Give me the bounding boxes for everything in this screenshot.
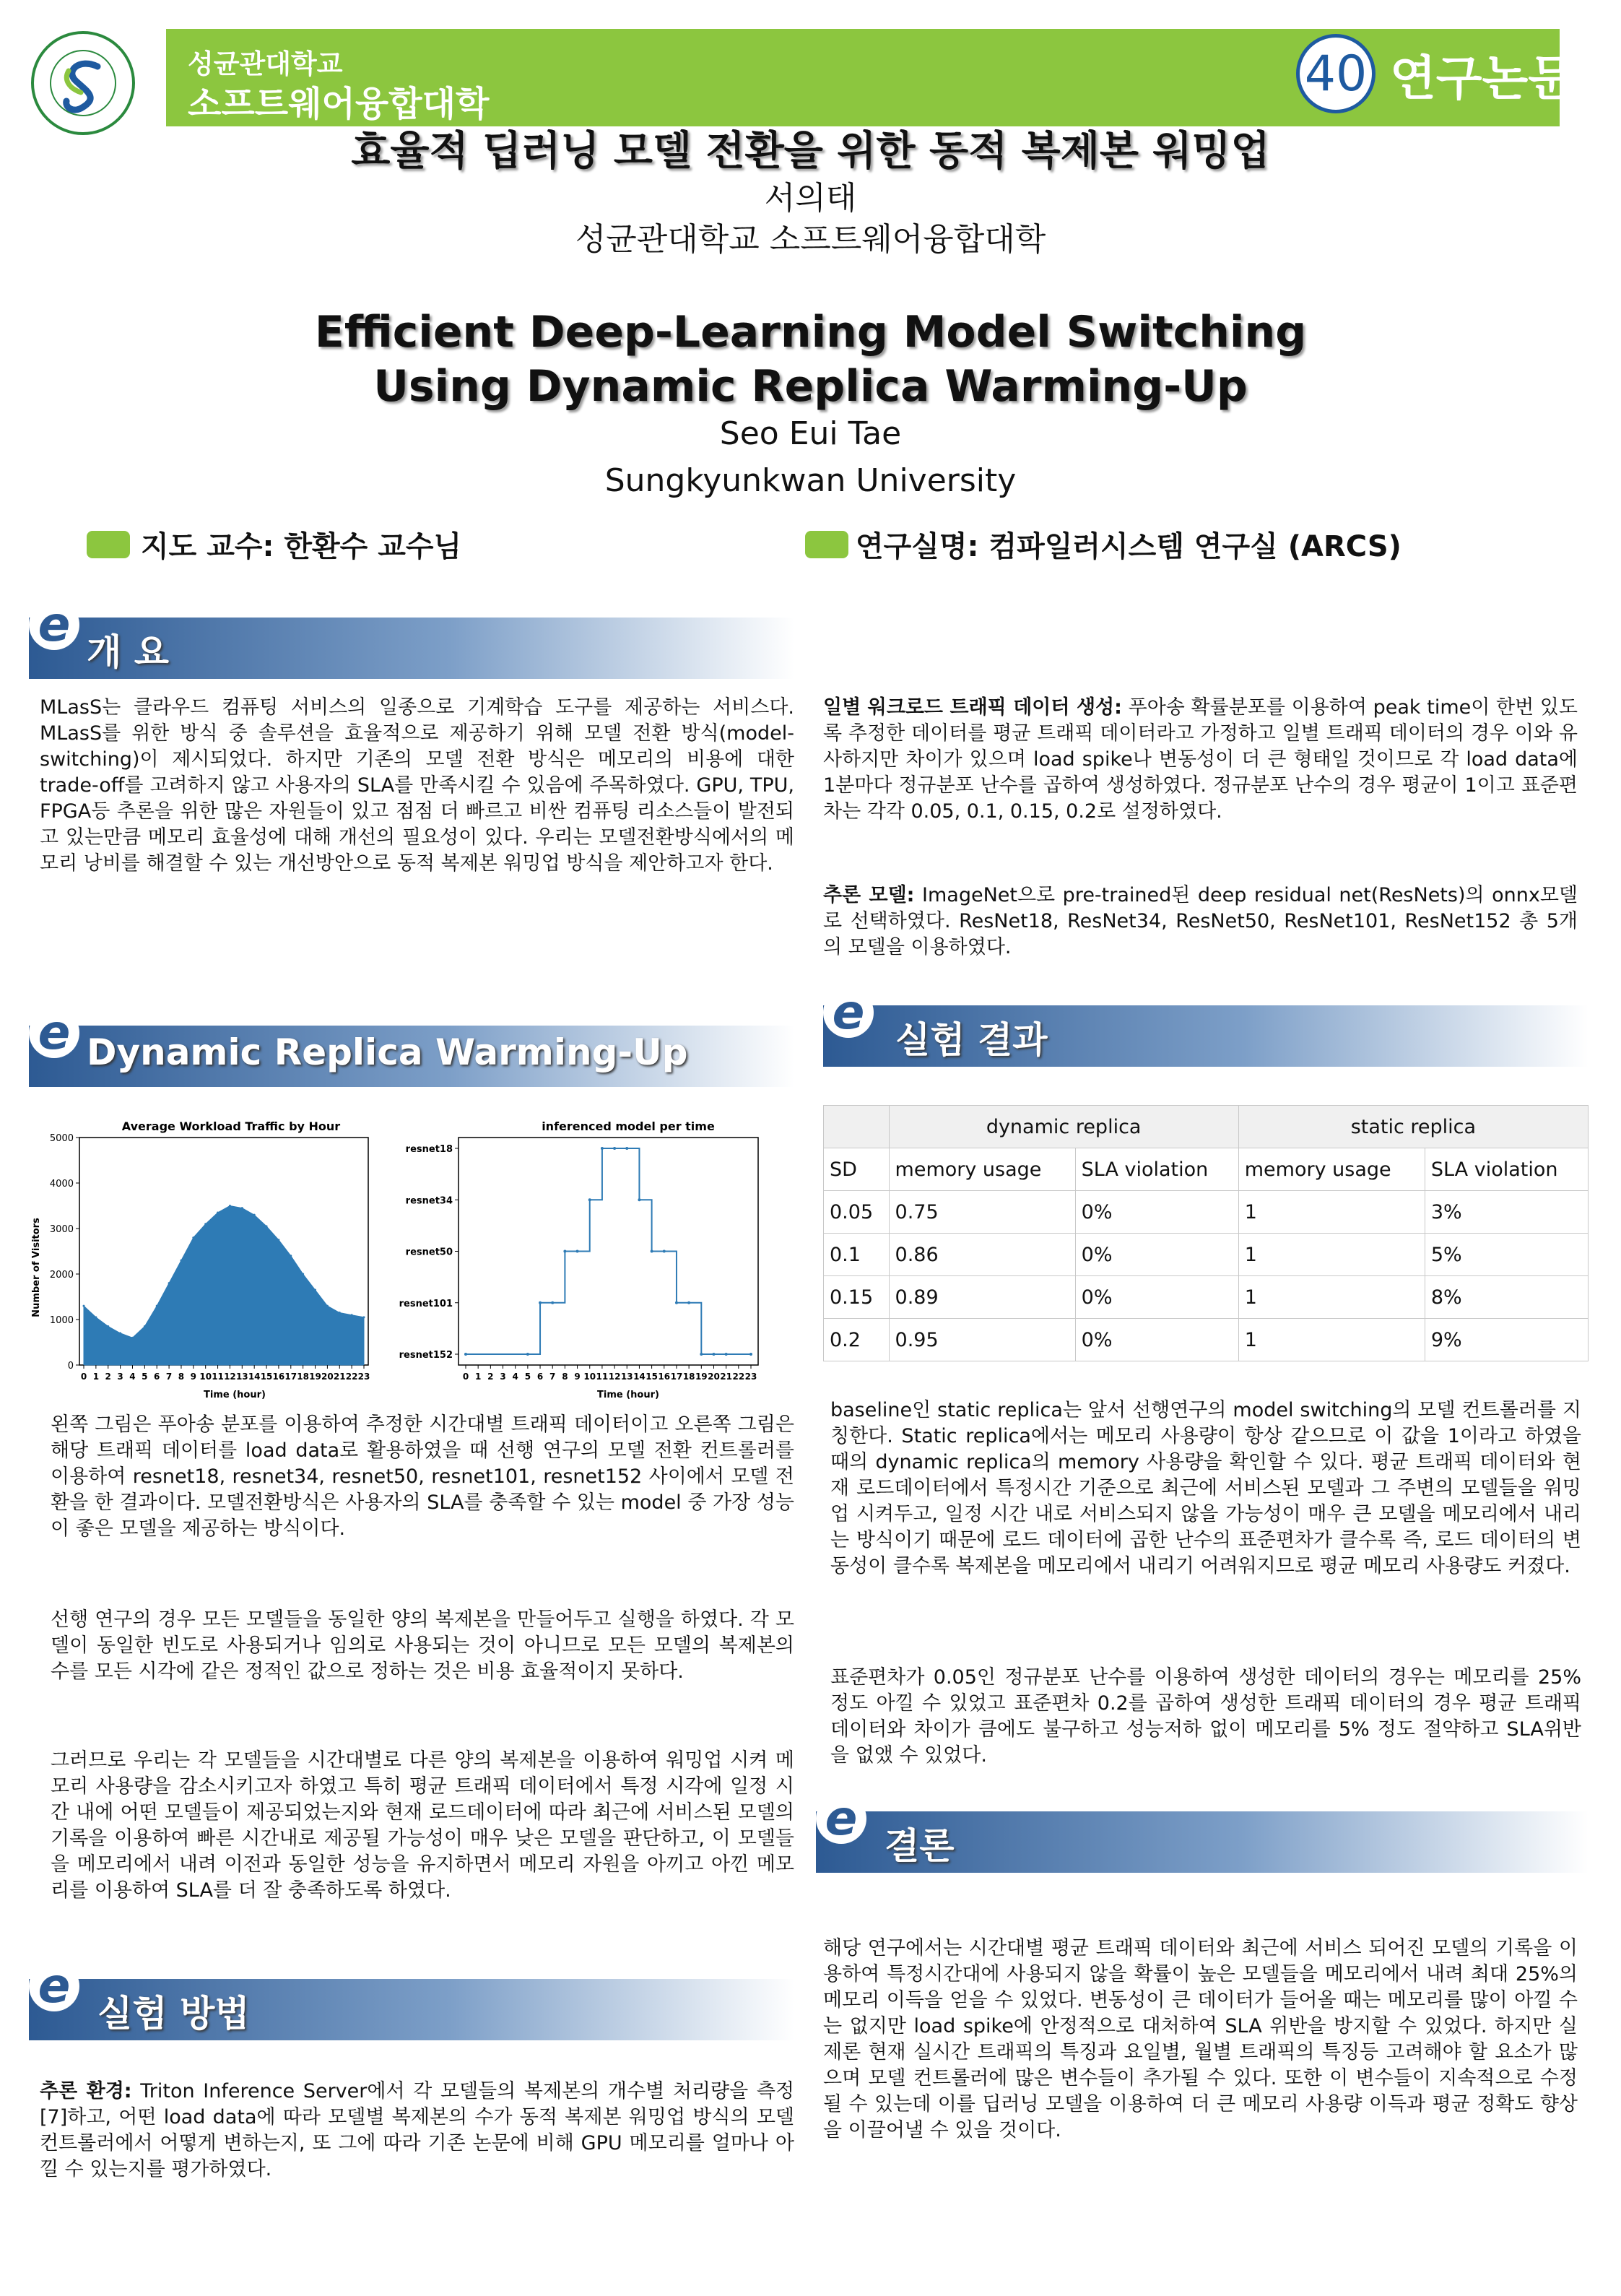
table-corner [824, 1106, 890, 1148]
group-header-dynamic: dynamic replica [889, 1106, 1238, 1148]
chart1-xtick-label: 3 [117, 1372, 123, 1382]
advisor-info: 지도 교수: 한환수 교수님 [141, 530, 462, 563]
author-korean: 서의태 [764, 180, 857, 217]
section-e-icon: e [29, 599, 79, 650]
overview-text: MLasS는 클라우드 컴퓨팅 서비스의 일종으로 기계학습 도구를 제공하는 서비스다. MLasS를 위한 방식 중 솔루션을 효율적으로 제공하기 위해 모델 전환 방식(model-switching)이 제시되었다. 하지만 기존의 모델 전환 방식은 메모리의 비용에 대한 trade-off를 고려하지 않고 사용자의 SLA를 만족시킬 수 있음에 주목하였다. GPU, TPU, FPGA등 추론을 위한 많은 자원들이 있고 점점 더 빠르고 비싼 컴퓨팅 리소스들이 발전되고 있는만큼 메모리 효율성에 대해 개선의 필요성이 있다. 우리는 모델전환방식에서의 메모리 낭비를 해결할 수 있는 개선방안으로 동적 복제본 워밍업 방식을 제안하고자 한다. [40, 696, 794, 875]
author-english: Seo Eui Tae [719, 415, 902, 452]
chart2-data-point [651, 1250, 653, 1253]
chart2-xtick-label: 3 [500, 1372, 506, 1382]
table-cell: 1 [1238, 1319, 1425, 1361]
table-row [824, 1319, 1589, 1361]
chart1-xtick-label: 7 [165, 1372, 173, 1382]
chart2-data-point [712, 1353, 715, 1356]
chart2-xtick-label: 20 [708, 1372, 720, 1382]
chart2-xlabel: Time (hour) [597, 1390, 659, 1400]
chart2-ytick-label: resnet18 [405, 1144, 453, 1155]
table-cell: 1 [1238, 1234, 1425, 1276]
affiliation-english: Sungkyunkwan University [604, 462, 1017, 499]
section-header-dynamic [29, 1005, 794, 1087]
table-cell: 0.95 [889, 1319, 1075, 1361]
section-e-icon: e [823, 987, 874, 1038]
chart2-xtick-label: 13 [620, 1372, 633, 1382]
table-cell: 0.86 [889, 1234, 1075, 1276]
table-cell: 5% [1425, 1234, 1588, 1276]
workload-text: 푸아송 확률분포를 이용하여 peak time이 한번 있도록 추정한 데이터를 평균 트래픽 데이터라고 가정하고 일별 트래픽 데이터의 경우 이와 유사하지만 차이가 있으며 load spike나 변동성이 더 큰 형태일 것이므로 각 load data에 1분마다 정규분포 난수를 곱하여 생성하였다. 정규분포 난수의 경우 평균이 1이고 표준편차는 각각 0.05, 0.1, 0.15, 0.2로 설정하였다. [823, 696, 1578, 823]
advisor-bullet [87, 531, 130, 558]
section-header-method [29, 1958, 794, 2040]
college-name: 소프트웨어융합대학 [188, 84, 490, 124]
chart2-data-point [700, 1353, 703, 1356]
table-row [824, 1234, 1589, 1276]
chart1-xlabel: Time (hour) [204, 1390, 266, 1400]
column-header: memory usage [889, 1148, 1075, 1191]
dynamic-paragraph-2: 선행 연구의 경우 모든 모델들을 동일한 양의 복제본을 만들어두고 실행을 하였다. 각 모델이 동일한 빈도로 사용되거나 임의로 사용되는 것이 아니므로 모든 모델의 복제본의 수를 모든 시각에 같은 정적인 값으로 정하는 것은 비용 효율적이지 못하다. [51, 1608, 794, 1683]
table-cell: 3% [1425, 1191, 1588, 1234]
method-label: 추론 환경: [40, 2080, 132, 2102]
chart2-xtick-label: 22 [732, 1372, 745, 1382]
chart2-xtick-label: 23 [744, 1372, 757, 1382]
chart1-data-point [266, 1225, 268, 1227]
chart2-data-point [601, 1147, 604, 1150]
section-header-results [823, 984, 1589, 1067]
chart1-data-point [253, 1214, 256, 1216]
poster-category-label: 연구논문 [1390, 51, 1575, 106]
chart1-xtick-label: 6 [154, 1372, 160, 1382]
chart2-ytick-label: resnet101 [399, 1298, 453, 1309]
table-cell: 0% [1075, 1191, 1238, 1234]
chart2-data-point [675, 1301, 678, 1304]
chart1-data-point [83, 1305, 85, 1307]
method-text: Triton Inference Server에서 각 모델들의 복제본의 개수별 처리량을 측정[7]하고, 어떤 load data에 따라 모델별 복제본의 수가 동적 복제본 워밍업 방식의 모델 컨트롤러에서 어떻게 변하는지, 또 그에 따라 기존 논문에 비해 GPU 메모리를 얼마나 아낄 수 있는지를 평가하였다. [40, 2080, 794, 2180]
chart1-ytick-label: 3000 [49, 1224, 74, 1235]
table-cell: 1 [1238, 1276, 1425, 1319]
chart1-xtick-label: 10 [199, 1372, 212, 1382]
section-header-overview [29, 597, 794, 679]
chart1-data-point [95, 1316, 97, 1318]
chart1-xtick-label: 23 [357, 1372, 370, 1382]
results-table [823, 1105, 1589, 1361]
chart2-xtick-label: 10 [583, 1372, 596, 1382]
table-cell: 0% [1075, 1319, 1238, 1361]
section-title-results: 실험 결과 [895, 1019, 1048, 1061]
table-cell: 0.75 [889, 1191, 1075, 1234]
chart1-data-point [204, 1223, 207, 1225]
chart1-ytick-label: 2000 [49, 1270, 74, 1281]
table-cell: 1 [1238, 1191, 1425, 1234]
chart1-xtick-label: 4 [129, 1372, 136, 1382]
chart1-data-point [131, 1337, 134, 1339]
chart2-step-series [466, 1148, 751, 1354]
column-header: SD [824, 1148, 890, 1191]
chart1-title: Average Workload Traffic by Hour [121, 1119, 341, 1133]
chart2-data-point [613, 1147, 616, 1150]
table-row [824, 1191, 1589, 1234]
chart1-data-point [144, 1325, 146, 1327]
chart1-data-point [156, 1305, 158, 1307]
chart1-xtick-label: 19 [309, 1372, 321, 1382]
chart2-data-point [464, 1353, 467, 1356]
chart1-data-point [180, 1260, 182, 1262]
chart2-data-point [563, 1250, 566, 1253]
chart1-data-point [168, 1282, 170, 1284]
lab-info: 연구실명: 컴파일러시스템 연구실 (ARCS) [856, 530, 1401, 563]
university-name: 성균관대학교 [188, 48, 343, 79]
chart1-data-point [119, 1332, 121, 1334]
table-row [824, 1276, 1589, 1319]
chart2-xtick-label: 1 [474, 1372, 482, 1382]
chart2-data-point [588, 1198, 591, 1201]
chart1-data-point [363, 1316, 365, 1318]
method-paragraph [40, 2079, 794, 2183]
table-cell: 0.2 [824, 1319, 890, 1361]
chart1-xtick-label: 8 [178, 1372, 185, 1382]
table-cell: 0% [1075, 1234, 1238, 1276]
chart2-xtick-label: 8 [562, 1372, 568, 1382]
chart2-xtick-label: 12 [608, 1372, 621, 1382]
chart2-xtick-label: 6 [536, 1372, 544, 1382]
chart1-xtick-label: 15 [260, 1372, 273, 1382]
chart1-data-point [217, 1211, 219, 1213]
model-label: 추론 모델: [823, 884, 915, 906]
section-title-conclusion: 결론 [885, 1825, 955, 1867]
chart2-data-point [625, 1147, 628, 1150]
chart1-ytick-label: 0 [67, 1361, 74, 1372]
chart2-title: inferenced model per time [542, 1119, 715, 1133]
chart2-data-point [638, 1198, 640, 1201]
section-e-icon: e [816, 1793, 866, 1844]
chart2-frame [459, 1138, 758, 1365]
title-english-line2: Using Dynamic Replica Warming-Up [373, 361, 1248, 412]
section-title-dynamic: Dynamic Replica Warming-Up [87, 1031, 688, 1073]
dynamic-paragraph-3: 그러므로 우리는 각 모델들을 시간대별로 다른 양의 복제본을 이용하여 워밍업 시켜 메모리 사용량을 감소시키고자 하였고 특히 평균 트래픽 데이터에서 특정 시각에 일정 시간 내에 어떤 모델들이 제공되었는지와 현재 로드데이터에 따라 최근에 서비스된 모델의 기록을 이용하여 빠른 시간내로 제공될 가능성이 매우 낮은 모델을 판단하고, 이 모델들을 메모리에서 내려 이전과 동일한 성능을 유지하면서 메모리 자원을 아끼고 아낀 메모리를 이용하여 SLA를 더 잘 충족하도록 하였다. [51, 1749, 794, 1902]
chart1-data-point [229, 1205, 231, 1207]
chart2-ytick-label: resnet152 [399, 1350, 453, 1361]
chart1-xtick-label: 11 [212, 1372, 224, 1382]
title-korean: 효율적 딥러닝 모델 전환을 위한 동적 복제본 워밍업 [351, 128, 1270, 175]
chart1-data-point [314, 1289, 316, 1291]
chart1-xtick-label: 22 [345, 1372, 358, 1382]
results-paragraph-2: 표준편차가 0.05인 정규분포 난수를 이용하여 생성한 데이터의 경우는 메모리를 25% 정도 아낄 수 있었고 표준편차 0.2를 곱하여 생성한 트래픽 데이터의 경우 평균 트래픽 데이터와 차이가 큼에도 불구하고 성능저하 없이 메모리를 5% 정도 절약하고 SLA위반을 없앴 수 있었다. [830, 1666, 1581, 1767]
conclusion-text: 해당 연구에서는 시간대별 평균 트래픽 데이터와 최근에 서비스 되어진 모델의 기록을 이용하여 특정시간대에 사용되지 않을 확률이 높은 모델들을 메모리에서 내려 최대 25%의 메모리 이득을 얻을 수 있었다. 변동성이 큰 데이터가 들어올 때는 메모리를 많이 아낄 수는 없지만 load spike에 안정적으로 대처하여 SLA 위반을 방지할 수 있었다. 하지만 실제론 현재 실시간 트래픽의 특징과 요일별, 월별 트래픽의 특징등 고려해야 할 요소가 많으며 모델 컨트롤러에 많은 변수들이 추가될 수 있다. 또한 이 변수들이 지속적으로 수정될 수 있는데 이를 딥러닝 모델을 이용하여 더 큰 메모리 사용량 이득과 평균 정확도 향상을 이끌어낼 수 있을 것이다. [823, 1937, 1578, 2141]
chart2-data-point [749, 1353, 752, 1356]
chart2-xtick-label: 2 [487, 1372, 494, 1382]
chart1-xtick-label: 1 [92, 1372, 100, 1382]
chart1-data-point [277, 1239, 279, 1241]
chart1-data-point [290, 1255, 292, 1257]
workload-label: 일별 워크로드 트래픽 데이터 생성: [823, 696, 1122, 719]
inferenced-model-chart [390, 1116, 765, 1405]
title-english-line1: Efficient Deep-Learning Model Switching [314, 307, 1307, 358]
chart1-data-point [326, 1305, 329, 1307]
table-cell: 8% [1425, 1276, 1588, 1319]
chart2-data-point [663, 1250, 666, 1253]
chart2-xtick-label: 15 [646, 1372, 658, 1382]
poster-number-badge: 40 [1296, 34, 1376, 113]
chart1-xtick-label: 20 [321, 1372, 334, 1382]
chart1-xtick-label: 9 [190, 1372, 197, 1382]
chart1-data-point [192, 1236, 194, 1239]
chart2-xtick-label: 5 [524, 1372, 531, 1382]
chart2-xtick-label: 21 [720, 1372, 733, 1382]
chart2-xtick-label: 11 [596, 1372, 609, 1382]
lab-bullet [805, 531, 848, 558]
affiliation-korean: 성균관대학교 소프트웨어융합대학 [575, 221, 1046, 258]
section-e-icon: e [29, 1961, 79, 2011]
workload-traffic-chart [29, 1116, 383, 1405]
chart1-area-series [84, 1206, 364, 1366]
results-paragraph-1: baseline인 static replica는 앞서 선행연구의 model switching의 모델 컨트롤러를 지칭한다. Static replica에서는 메모리 사용량이 항상 같으므로 이 값을 1이라고 하였을 때의 dynamic replica의 memory 사용량을 확인할 수 있다. 평균 트래픽 데이터와 현재 로드데이터에서 특정시간 기준으로 최근에 서비스된 모델과 그 주변의 모델들을 워밍 업 시켜두고, 일정 시간 내로 서비스되지 않을 가능성이 매우 큰 모델을 메모리에서 내리는 방식이기 때문에 로드 데이터에 곱한 난수의 표준편차가 클수록 즉, 로드 데이터의 변동성이 클수록 복제본을 메모리에서 내리기 어려워지므로 평균 메모리 사용량도 커졌다. [830, 1399, 1581, 1577]
chart1-xtick-label: 17 [284, 1372, 297, 1382]
chart1-xtick-label: 5 [142, 1372, 148, 1382]
chart1-ytick-label: 4000 [49, 1179, 74, 1190]
chart1-xtick-label: 0 [80, 1372, 87, 1382]
column-header: SLA violation [1075, 1148, 1238, 1191]
workload-paragraph [823, 695, 1578, 825]
table-cell: 9% [1425, 1319, 1588, 1361]
chart2-data-point [539, 1301, 542, 1304]
chart2-xtick-label: 17 [670, 1372, 683, 1382]
column-header: memory usage [1238, 1148, 1425, 1191]
chart2-xtick-label: 19 [695, 1372, 708, 1382]
table-cell: 0.15 [824, 1276, 890, 1319]
chart1-data-point [302, 1273, 304, 1275]
chart1-xtick-label: 14 [248, 1372, 261, 1382]
chart1-xtick-label: 18 [297, 1372, 310, 1382]
section-title-method: 실험 방법 [97, 1993, 250, 2035]
chart2-ytick-label: resnet50 [405, 1247, 453, 1258]
chart2-ytick-label: resnet34 [405, 1195, 453, 1207]
table-cell: 0.1 [824, 1234, 890, 1276]
chart1-ytick-label: 5000 [49, 1133, 74, 1144]
section-title-overview: 개 요 [87, 631, 170, 673]
chart2-data-point [725, 1353, 728, 1356]
chart2-xtick-label: 9 [574, 1372, 581, 1382]
section-e-icon: e [29, 1008, 79, 1058]
chart1-data-point [351, 1314, 353, 1316]
chart1-xtick-label: 16 [272, 1372, 285, 1382]
chart1-ylabel: Number of Visitors [31, 1218, 42, 1317]
table-cell: 0% [1075, 1276, 1238, 1319]
chart2-xtick-label: 7 [549, 1372, 556, 1382]
model-text: ImageNet으로 pre-trained된 deep residual net(ResNets)의 onnx모델로 선택하였다. ResNet18, ResNet34, ResNet50, ResNet101, ResNet152 총 5개의 모델을 이용하였다. [823, 884, 1578, 958]
chart2-xtick-label: 16 [658, 1372, 671, 1382]
chart2-xtick-label: 0 [462, 1372, 469, 1382]
chart2-xtick-label: 18 [682, 1372, 695, 1382]
chart1-data-point [241, 1207, 243, 1209]
column-header: SLA violation [1425, 1148, 1588, 1191]
group-header-static: static replica [1238, 1106, 1588, 1148]
model-paragraph [823, 883, 1578, 961]
section-header-conclusion [816, 1790, 1589, 1873]
table-cell: 0.89 [889, 1276, 1075, 1319]
chart1-data-point [339, 1312, 341, 1314]
chart1-xtick-label: 12 [224, 1372, 236, 1382]
chart2-data-point [526, 1353, 529, 1356]
chart2-xtick-label: 4 [512, 1372, 518, 1382]
chart2-data-point [576, 1250, 579, 1253]
chart2-data-point [551, 1301, 554, 1304]
chart1-xtick-label: 21 [333, 1372, 346, 1382]
chart1-ytick-label: 1000 [49, 1315, 74, 1326]
chart2-data-point [687, 1301, 690, 1304]
dynamic-paragraph-1: 왼쪽 그림은 푸아송 분포를 이용하여 추정한 시간대별 트래픽 데이터이고 오른쪽 그림은 해당 트래픽 데이터를 load data로 활용하였을 때 선행 연구의 모델 전환 컨트롤러를 이용하여 resnet18, resnet34, resnet50, resnet101, resnet152 사이에서 모델 전환을 한 결과이다. 모델전환방식은 사용자의 SLA를 충족할 수 있는 model 중 가장 성능이 좋은 모델을 제공하는 방식이다. [51, 1413, 794, 1540]
chart2-xtick-label: 14 [633, 1372, 646, 1382]
table-cell: 0.05 [824, 1191, 890, 1234]
chart1-xtick-label: 2 [105, 1372, 111, 1382]
chart1-xtick-label: 13 [235, 1372, 248, 1382]
chart1-data-point [107, 1325, 109, 1327]
